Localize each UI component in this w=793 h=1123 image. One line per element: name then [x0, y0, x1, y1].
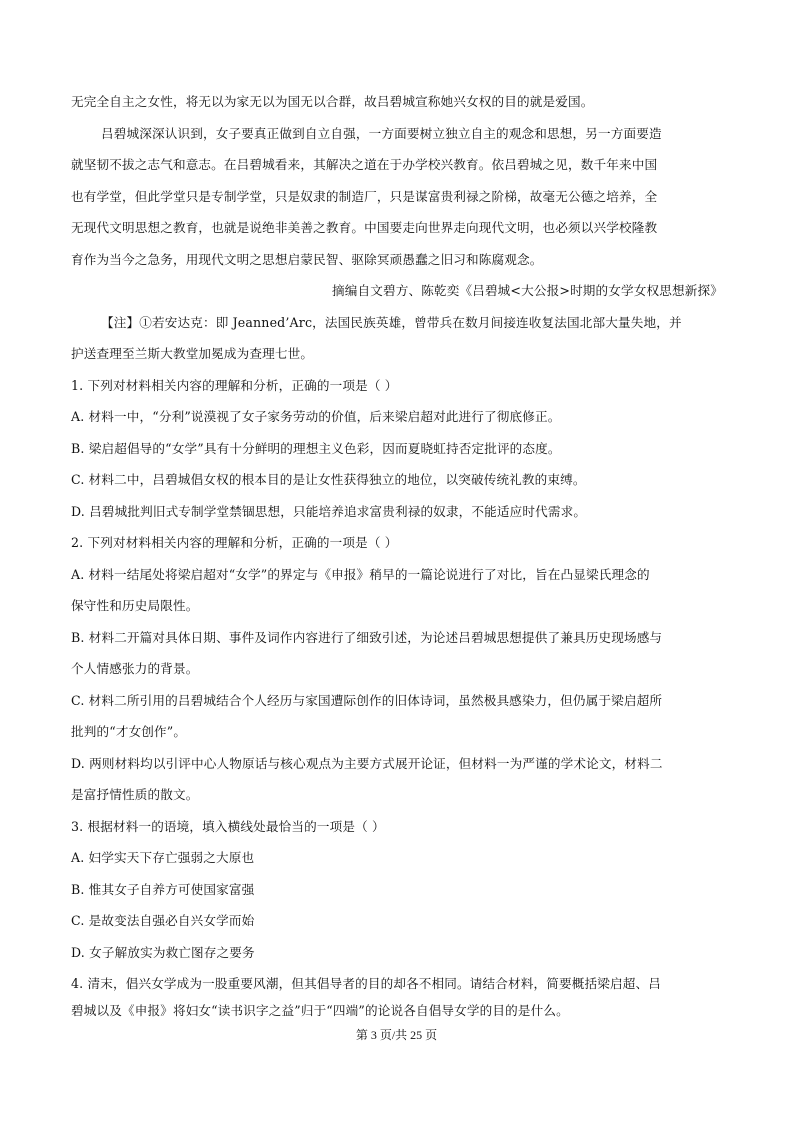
- question-1-stem: 1. 下列对材料相关内容的理解和分析，正确的一项是（ ）: [71, 378, 398, 393]
- paragraph-line: 也有学堂，但此学堂只是专制学堂，只是奴隶的制造厂，只是谋富贵利禄之阶梯，故毫无公德之培养，全: [71, 189, 658, 204]
- question-2-option-b: 个人情感张力的背景。: [71, 661, 199, 676]
- question-2-option-d: 是富抒情性质的散文。: [71, 787, 199, 802]
- source-citation: 摘编自文碧方、陈乾奕《吕碧城<大公报>时期的女学女权思想新探》: [332, 283, 723, 298]
- question-1-option-b: B. 梁启超倡导的“女学”具有十分鲜明的理想主义色彩，因而夏晓虹持否定批评的态度。: [71, 441, 561, 456]
- question-2-option-a: A. 材料一结尾处将梁启超对“女学”的界定与《申报》稍早的一篇论说进行了对比，旨在凸显梁氏理念的: [71, 567, 650, 582]
- page-number: 第 3 页/共 25 页: [355, 1028, 438, 1042]
- question-1-option-c: C. 材料二中，吕碧城倡女权的根本目的是让女性获得独立的地位，以突破传统礼教的束缚。: [71, 472, 586, 487]
- question-1-option-a: A. 材料一中，“分利”说漠视了女子家务劳动的价值，后来梁启超对此进行了彻底修正。: [71, 409, 561, 424]
- note-line: 【注】①若安达克：即 Jeanned’Arc，法国民族英雄，曾带兵在数月间接连收复法国北部大量失地，并: [101, 315, 682, 330]
- question-2-option-a: 保守性和历史局限性。: [71, 598, 199, 613]
- question-4-stem: 碧城以及《申报》将妇女“读书识字之益”归于“四端”的论说各自倡导女学的目的是什么。: [71, 1003, 569, 1018]
- paragraph-line: 就坚韧不拔之志气和意志。在吕碧城看来，其解决之道在于办学校兴教育。依吕碧城之见，数千年来中国: [71, 157, 658, 172]
- question-2-stem: 2. 下列对材料相关内容的理解和分析，正确的一项是（ ）: [71, 535, 398, 550]
- question-2-option-c: C. 材料二所引用的吕碧城结合个人经历与家国遭际创作的旧体诗词，虽然极具感染力，但仍属于梁启超所: [71, 693, 663, 708]
- paragraph-line: 育作为当今之急务，用现代文明之思想启蒙民智、驱除冥顽愚蠢之旧习和陈腐观念。: [71, 252, 543, 267]
- question-3-stem: 3. 根据材料一的语境，填入横线处最恰当的一项是（ ）: [71, 819, 385, 834]
- question-3-option-b: B. 惟其女子自养方可使国家富强: [71, 882, 255, 897]
- question-1-option-d: D. 吕碧城批判旧式专制学堂禁锢思想，只能培养追求富贵利禄的奴隶，不能适应时代需求。: [71, 504, 587, 519]
- paragraph-line: 无完全自主之女性，将无以为家无以为国无以合群，故吕碧城宣称她兴女权的目的就是爱国。: [71, 94, 594, 109]
- question-4-stem: 4. 清末，倡兴女学成为一股重要风潮，但其倡导者的目的却各不相同。请结合材料，简要概括梁启超、吕: [71, 976, 661, 991]
- question-2-option-c: 批判的“才女创作”。: [71, 724, 187, 739]
- note-line: 护送查理至兰斯大教堂加冕成为查理七世。: [71, 346, 314, 361]
- question-3-option-d: D. 女子解放实为救亡图存之要务: [71, 945, 255, 960]
- paragraph-line: 吕碧城深深认识到，女子要真正做到自立自强，一方面要树立独立自主的观念和思想，另一方面要造: [101, 126, 662, 141]
- question-3-option-a: A. 妇学实天下存亡强弱之大原也: [71, 850, 255, 865]
- question-2-option-b: B. 材料二开篇对具体日期、事件及词作内容进行了细致引述，为论述吕碧城思想提供了兼具历史现场感与: [71, 630, 663, 645]
- question-2-option-d: D. 两则材料均以引评中心人物原话与核心观点为主要方式展开论证，但材料一为严谨的学术论文，材料二: [71, 756, 663, 771]
- paragraph-line: 无现代文明思想之教育，也就是说绝非美善之教育。中国要走向世界走向现代文明，也必须以兴学校隆教: [71, 220, 658, 235]
- question-3-option-c: C. 是故变法自强必自兴女学而始: [71, 913, 255, 928]
